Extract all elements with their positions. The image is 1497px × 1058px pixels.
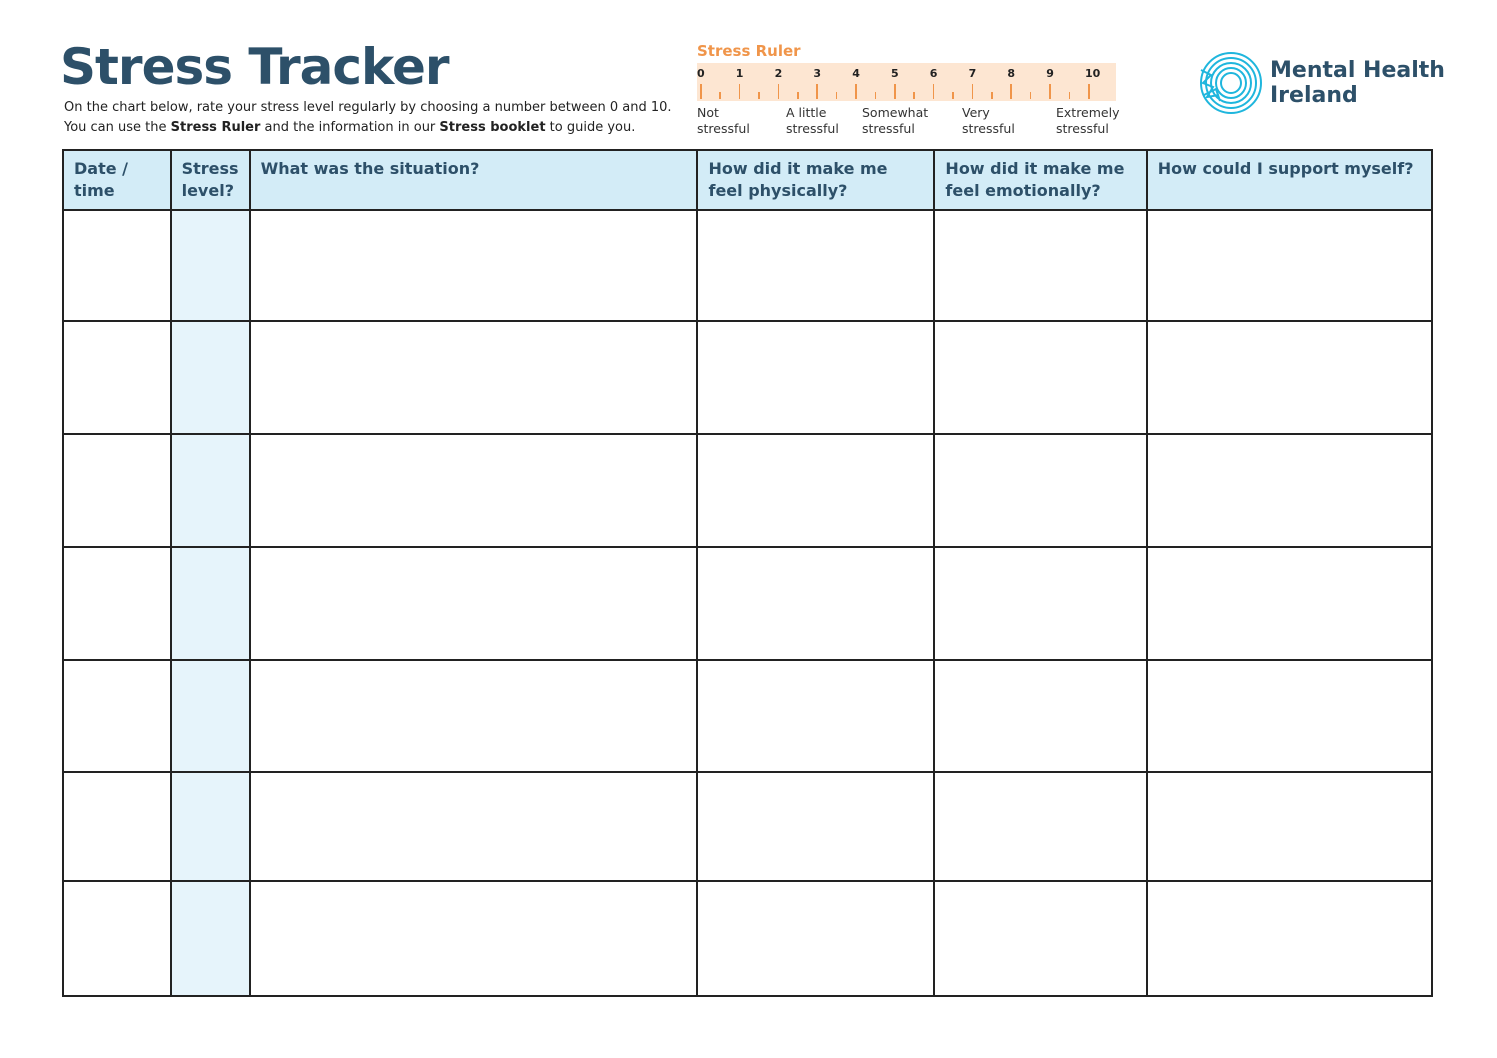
entry-cell[interactable] <box>934 881 1146 996</box>
entry-cell[interactable] <box>171 321 250 434</box>
entry-cell[interactable] <box>1147 547 1432 660</box>
ruler-minor-tick <box>758 92 760 99</box>
entry-cell[interactable] <box>250 881 698 996</box>
logo-line-1: Mental Health <box>1270 58 1445 83</box>
table-row <box>63 210 1432 321</box>
ruler-major-tick <box>1088 84 1090 99</box>
entry-cell[interactable] <box>934 434 1146 547</box>
ruler-minor-tick <box>1030 92 1032 99</box>
ruler-minor-tick <box>875 92 877 99</box>
entry-cell[interactable] <box>63 772 171 881</box>
logo-swirl-icon <box>1196 50 1266 120</box>
intro-line-2 <box>64 118 672 138</box>
ruler-minor-tick <box>719 92 721 99</box>
table-row <box>63 881 1432 996</box>
entry-cell[interactable] <box>63 547 171 660</box>
ruler-number: 4 <box>852 67 860 80</box>
ruler-number: 10 <box>1085 67 1101 80</box>
ruler-label-line: stressful <box>862 121 915 136</box>
ruler-major-tick <box>1049 84 1051 99</box>
entry-cell[interactable] <box>697 321 934 434</box>
ruler-number: 2 <box>774 67 783 80</box>
ruler-major-tick <box>816 84 818 99</box>
entry-cell[interactable] <box>250 772 698 881</box>
ruler-major-tick <box>739 84 741 99</box>
entry-cell[interactable] <box>697 434 934 547</box>
ruler-label-line: Not <box>697 105 719 120</box>
entry-cell[interactable] <box>171 660 250 772</box>
entry-cell[interactable] <box>934 660 1146 772</box>
page-title: Stress Tracker <box>60 38 449 96</box>
entry-cell[interactable] <box>697 210 934 321</box>
ruler-title: Stress Ruler <box>697 42 801 60</box>
entry-cell[interactable] <box>934 321 1146 434</box>
column-header: How could I support myself? <box>1147 150 1432 210</box>
entry-cell[interactable] <box>171 547 250 660</box>
ruler-number: 8 <box>1007 67 1016 80</box>
ruler-label-line: stressful <box>1056 121 1109 136</box>
ruler-label-line: stressful <box>962 121 1015 136</box>
entry-cell[interactable] <box>250 660 698 772</box>
column-header: How did it make me feel emotionally? <box>934 150 1146 210</box>
ruler-minor-tick <box>797 92 799 99</box>
intro-line-1: On the chart below, rate your stress level regularly by choosing a number between 0 and 10. <box>64 100 672 115</box>
entry-cell[interactable] <box>697 547 934 660</box>
entry-cell[interactable] <box>1147 660 1432 772</box>
ruler-label <box>1056 105 1120 137</box>
entry-cell[interactable] <box>250 547 698 660</box>
ruler-major-tick <box>778 84 780 99</box>
tracker-table <box>62 149 1433 997</box>
stress-ruler <box>697 63 1116 101</box>
entry-cell[interactable] <box>697 881 934 996</box>
entry-cell[interactable] <box>250 321 698 434</box>
ruler-number: 3 <box>813 67 822 80</box>
entry-cell[interactable] <box>934 772 1146 881</box>
ruler-label-line: Somewhat <box>862 105 929 120</box>
ruler-major-tick <box>700 84 702 99</box>
ruler-major-tick <box>855 84 857 99</box>
entry-cell[interactable] <box>1147 772 1432 881</box>
ruler-label-line: stressful <box>786 121 839 136</box>
entry-cell[interactable] <box>63 660 171 772</box>
ruler-minor-tick <box>913 92 915 99</box>
entry-cell[interactable] <box>934 547 1146 660</box>
ruler-label <box>862 105 928 137</box>
table-row <box>63 321 1432 434</box>
entry-cell[interactable] <box>171 210 250 321</box>
entry-cell[interactable] <box>63 321 171 434</box>
entry-cell[interactable] <box>1147 881 1432 996</box>
table-row <box>63 772 1432 881</box>
ruler-number: 7 <box>968 67 977 80</box>
ruler-major-tick <box>1010 84 1012 99</box>
ruler-major-tick <box>894 84 896 99</box>
entry-cell[interactable] <box>171 772 250 881</box>
ruler-label <box>786 105 839 137</box>
logo-line-2: Ireland <box>1270 83 1358 108</box>
ruler-label-line: Very <box>962 105 990 120</box>
column-header: Date / time <box>63 150 171 210</box>
logo-text <box>1270 58 1445 108</box>
intro-text <box>64 98 672 138</box>
ruler-label-line: stressful <box>697 121 750 136</box>
entry-cell[interactable] <box>63 210 171 321</box>
text: and the information in our <box>260 120 440 135</box>
ruler-major-tick <box>972 84 974 99</box>
text: You can use the <box>64 120 171 135</box>
entry-cell[interactable] <box>697 772 934 881</box>
ruler-number: 5 <box>891 67 899 80</box>
ruler-minor-tick <box>952 92 954 99</box>
entry-cell[interactable] <box>63 881 171 996</box>
ruler-major-tick <box>933 84 935 99</box>
entry-cell[interactable] <box>171 881 250 996</box>
entry-cell[interactable] <box>697 660 934 772</box>
ruler-number: 9 <box>1046 67 1054 80</box>
entry-cell[interactable] <box>250 210 698 321</box>
text: to guide you. <box>545 120 636 135</box>
ruler-label <box>697 105 750 137</box>
table-row <box>63 660 1432 772</box>
entry-cell[interactable] <box>63 434 171 547</box>
ruler-label-line: Extremely <box>1056 105 1120 120</box>
entry-cell[interactable] <box>171 434 250 547</box>
column-header: How did it make me feel physically? <box>697 150 934 210</box>
ruler-number: 6 <box>929 67 938 80</box>
ruler-minor-tick <box>836 92 838 99</box>
entry-cell[interactable] <box>1147 434 1432 547</box>
column-header: Stress level? <box>171 150 250 210</box>
entry-cell[interactable] <box>1147 210 1432 321</box>
stress-ruler-ref: Stress Ruler <box>170 120 261 135</box>
ruler-label-line: A little <box>786 105 827 120</box>
entry-cell[interactable] <box>1147 321 1432 434</box>
ruler-number: 1 <box>735 67 744 80</box>
stress-booklet-ref: Stress booklet <box>439 120 546 135</box>
ruler-minor-tick <box>991 92 993 99</box>
table-row <box>63 434 1432 547</box>
ruler-label <box>962 105 1015 137</box>
entry-cell[interactable] <box>250 434 698 547</box>
ruler-number: 0 <box>697 67 705 80</box>
column-header: What was the situation? <box>250 150 698 210</box>
table-row <box>63 547 1432 660</box>
ruler-minor-tick <box>1069 92 1071 99</box>
entry-cell[interactable] <box>934 210 1146 321</box>
